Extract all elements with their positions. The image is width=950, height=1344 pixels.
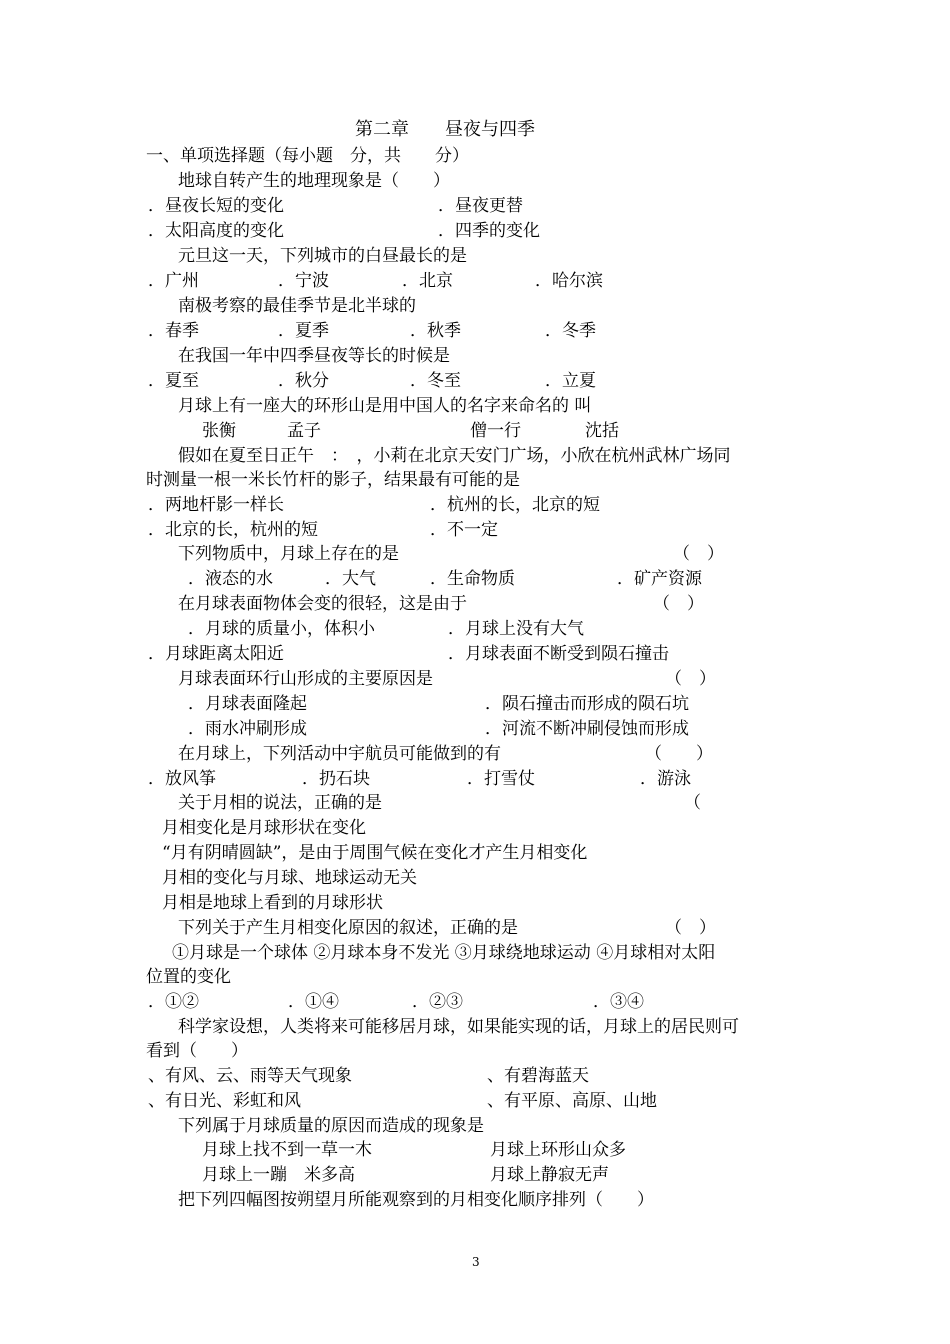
question-12-option-b: ．①④	[288, 992, 339, 1012]
question-11-option-b: “月有阴晴圆缺”，是由于周围气候在变化才产生月相变化	[162, 843, 588, 863]
question-3-option-a: ．春季	[148, 321, 199, 341]
question-9-option-b: ．陨石撞击而形成的陨石坑	[485, 694, 689, 714]
question-7-answer-paren: （ ）	[673, 544, 724, 564]
question-13-option-a: 、有风、云、雨等天气现象	[148, 1066, 352, 1086]
page-number: 3	[472, 1255, 480, 1269]
question-12-items-line-1: ①月球是一个球体 ②月球本身不发光 ③月球绕地球运动 ④月球相对太阳	[172, 943, 716, 963]
question-11-stem: 关于月相的说法，正确的是	[178, 793, 382, 813]
question-13-option-d: 、有平原、高原、山地	[487, 1091, 657, 1111]
question-4-option-b: ．秋分	[278, 371, 329, 391]
question-8-stem: 在月球表面物体会变的很轻，这是由于	[178, 594, 467, 614]
question-6-option-b: ．杭州的长，北京的短	[430, 495, 600, 515]
section-heading: 一、单项选择题（每小题 分，共 分）	[146, 146, 469, 166]
question-7-option-c: ．生命物质	[430, 569, 515, 589]
question-15-stem: 把下列四幅图按朔望月所能观察到的月相变化顺序排列（ ）	[178, 1190, 654, 1210]
question-12-items-line-2: 位置的变化	[146, 967, 231, 987]
question-1-option-a: ．昼夜长短的变化	[148, 196, 284, 216]
question-4-option-a: ．夏至	[148, 371, 199, 391]
question-4-option-c: ．冬至	[410, 371, 461, 391]
question-8-answer-paren: （ ）	[653, 594, 704, 614]
question-6-stem-line-1: 假如在夏至日正午 ： ，小莉在北京天安门广场，小欣在杭州武林广场同	[178, 446, 731, 466]
question-9-answer-paren: （ ）	[665, 669, 716, 689]
question-14-stem: 下列属于月球质量的原因而造成的现象是	[178, 1116, 484, 1136]
question-8-option-d: ．月球表面不断受到陨石撞击	[448, 644, 669, 664]
question-3-option-c: ．秋季	[410, 321, 461, 341]
question-5-option-b: 孟子	[287, 421, 321, 441]
question-10-option-c: ．打雪仗	[467, 769, 535, 789]
question-6-option-d: ．不一定	[430, 520, 498, 540]
question-6-option-c: ．北京的长，杭州的短	[148, 520, 318, 540]
question-1-option-c: ．太阳高度的变化	[148, 221, 284, 241]
question-10-option-b: ．扔石块	[302, 769, 370, 789]
question-2-stem: 元旦这一天，下列城市的白昼最长的是	[178, 246, 467, 266]
question-5-option-a: 张衡	[202, 421, 236, 441]
question-11-option-d: 月相是地球上看到的月球形状	[162, 893, 383, 913]
question-7-option-b: ．大气	[325, 569, 376, 589]
question-14-option-b: 月球上环形山众多	[490, 1140, 626, 1160]
question-7-option-d: ．矿产资源	[617, 569, 702, 589]
question-1-stem: 地球自转产生的地理现象是（ ）	[178, 171, 450, 191]
question-12-option-a: ．①②	[148, 992, 199, 1012]
question-5-option-d: 沈括	[585, 421, 619, 441]
question-9-option-a: ．月球表面隆起	[188, 694, 307, 714]
question-11-option-a: 月相变化是月球形状在变化	[162, 818, 366, 838]
question-9-option-d: ．河流不断冲刷侵蚀而形成	[485, 719, 689, 739]
question-4-option-d: ．立夏	[545, 371, 596, 391]
question-12-stem: 下列关于产生月相变化原因的叙述，正确的是	[178, 918, 518, 938]
question-7-stem: 下列物质中，月球上存在的是	[178, 544, 399, 564]
question-5-stem: 月球上有一座大的环形山是用中国人的名字来命名的 叫	[178, 396, 592, 416]
question-9-option-c: ．雨水冲刷形成	[188, 719, 307, 739]
question-6-option-a: ．两地杆影一样长	[148, 495, 284, 515]
question-1-option-d: ．四季的变化	[438, 221, 540, 241]
question-10-option-a: ．放风筝	[148, 769, 216, 789]
question-12-option-c: ．②③	[412, 992, 463, 1012]
question-14-option-a: 月球上找不到一草一木	[202, 1140, 372, 1160]
question-8-option-b: ．月球上没有大气	[448, 619, 584, 639]
question-8-option-c: ．月球距离太阳近	[148, 644, 284, 664]
question-2-option-c: ．北京	[402, 271, 453, 291]
question-11-answer-paren: （	[684, 793, 701, 813]
question-2-option-d: ．哈尔滨	[535, 271, 603, 291]
question-12-answer-paren: （ ）	[665, 918, 716, 938]
question-1-option-b: ．昼夜更替	[438, 196, 523, 216]
question-2-option-b: ．宁波	[278, 271, 329, 291]
question-5-option-c: 僧一行	[470, 421, 521, 441]
question-10-option-d: ．游泳	[640, 769, 691, 789]
question-12-option-d: ．③④	[593, 992, 644, 1012]
question-13-stem-line-2: 看到（ ）	[146, 1041, 248, 1061]
question-10-stem: 在月球上，下列活动中宇航员可能做到的有	[178, 744, 501, 764]
question-13-option-c: 、有日光、彩虹和风	[148, 1091, 301, 1111]
question-4-stem: 在我国一年中四季昼夜等长的时候是	[178, 346, 450, 366]
question-3-option-d: ．冬季	[545, 321, 596, 341]
question-14-option-c: 月球上一蹦 米多高	[202, 1165, 355, 1185]
question-3-stem: 南极考察的最佳季节是北半球的	[178, 296, 416, 316]
question-2-option-a: ．广州	[148, 271, 199, 291]
chapter-title: 第二章 昼夜与四季	[355, 119, 535, 140]
question-13-option-b: 、有碧海蓝天	[487, 1066, 589, 1086]
question-8-option-a: ．月球的质量小，体积小	[188, 619, 375, 639]
question-9-stem: 月球表面环行山形成的主要原因是	[178, 669, 433, 689]
question-11-option-c: 月相的变化与月球、地球运动无关	[162, 868, 417, 888]
question-13-stem-line-1: 科学家设想，人类将来可能移居月球，如果能实现的话，月球上的居民则可	[178, 1017, 739, 1037]
question-3-option-b: ．夏季	[278, 321, 329, 341]
question-10-answer-paren: （ ）	[645, 744, 713, 764]
question-14-option-d: 月球上静寂无声	[490, 1165, 609, 1185]
question-6-stem-line-2: 时测量一根一米长竹杆的影子，结果最有可能的是	[146, 470, 520, 490]
question-7-option-a: ．液态的水	[188, 569, 273, 589]
